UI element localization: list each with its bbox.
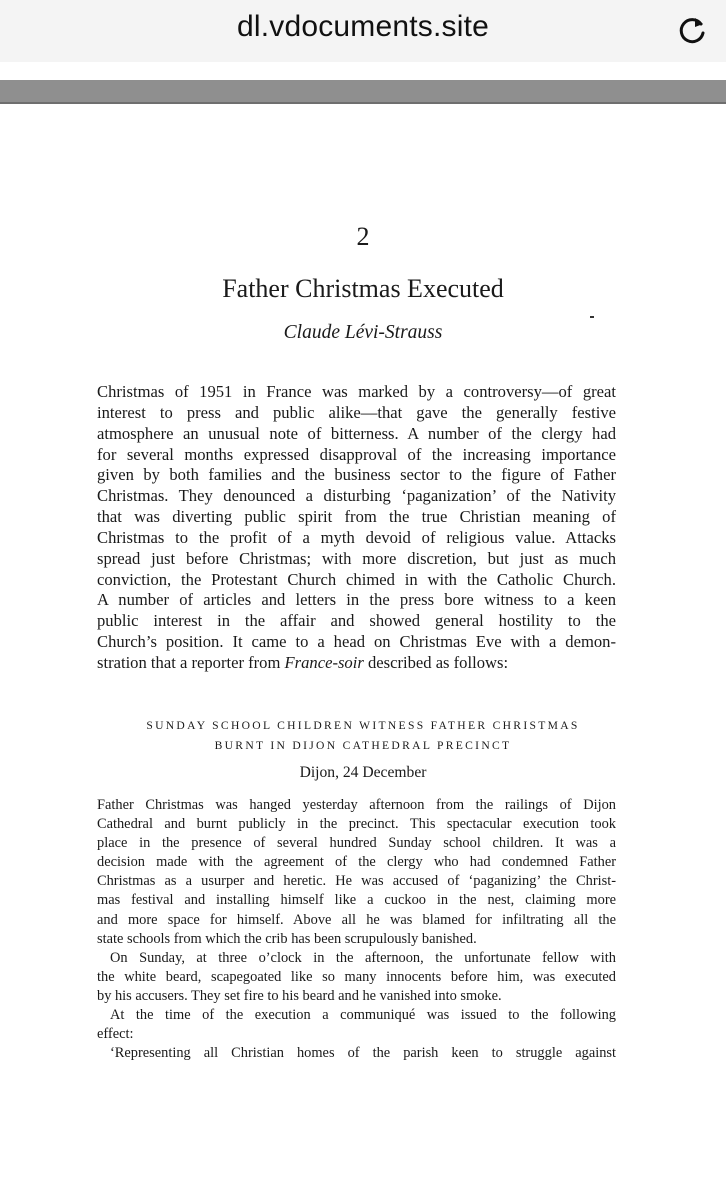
newspaper-name: France-soir	[284, 652, 364, 672]
author-name: Claude Lévi-Strauss	[283, 322, 443, 343]
quote-line: the white beard, scapegoated like so many innocents before him, was executed	[97, 968, 616, 985]
text-line: Christmas of 1951 in France was marked by a controversy—of great	[97, 382, 616, 401]
url-text[interactable]: dl.vdocuments.site	[236, 10, 490, 43]
dateline: Dijon, 24 December	[299, 764, 427, 781]
text-line: Christmas. They denounced a disturbing ‘paganization’ of the Nativity	[97, 486, 616, 506]
text-line: that was diverting public spirit from the true Christian meaning of	[97, 507, 616, 527]
text-run: described as follows:	[363, 652, 509, 672]
quote-line: Father Christmas was hanged yesterday afternoon from the railings of Dijon	[97, 797, 616, 813]
quote-line: and more space for himself. Above all he was blamed for infiltrating all the	[97, 911, 616, 928]
viewer-toolbar-strip	[0, 80, 726, 104]
quote-line: ‘Representing all Christian homes of the parish keen to struggle against	[110, 1045, 616, 1062]
quote-line: Christmas as a usurper and heretic. He was accused of ‘paganizing’ the Christ-	[97, 873, 616, 890]
text-line: conviction, the Protestant Church chimed in with the Catholic Church.	[97, 569, 616, 589]
text-run: stration that a reporter from	[97, 652, 285, 672]
text-line: Christmas to the profit of a myth devoid of religious value. Attacks	[97, 527, 616, 547]
document-page	[0, 104, 726, 1200]
stray-mark	[590, 316, 594, 318]
text-line: for several months expressed disapproval of the increasing importance	[97, 444, 616, 464]
quote-line: effect:	[97, 1026, 134, 1043]
text-line: atmosphere an unusual note of bitterness. A number of the clergy had	[97, 423, 616, 443]
text-line: A number of articles and letters in the press bore witness to a keen	[97, 590, 616, 610]
quote-line: On Sunday, at three o’clock in the afternoon, the unfortunate fellow with	[110, 949, 616, 966]
text-line: spread just before Christmas; with more discretion, but just as much	[97, 548, 616, 568]
quoted-article	[97, 796, 616, 1063]
text-line: public interest in the affair and showed general hostility to the	[97, 611, 616, 631]
reload-icon[interactable]	[676, 14, 708, 46]
quote-line: place in the presence of several hundred Sunday school children. It was a	[97, 835, 616, 852]
chapter-number: 2	[356, 222, 370, 251]
quote-line: At the time of the execution a communiqué was issued to the following	[110, 1007, 616, 1024]
quote-line: mas festival and installing himself like a cuckoo in the nest, claiming more	[97, 892, 616, 909]
quote-line: Cathedral and burnt publicly in the precinct. This spectacular execution took	[97, 816, 616, 833]
text-line: given by both families and the business sector to the figure of Father	[97, 465, 616, 485]
text-line: Church’s position. It came to a head on Christmas Eve with a demon-	[97, 632, 616, 652]
browser-address-bar	[0, 0, 726, 62]
headline-line-2: BURNT IN DIJON CATHEDRAL PRECINCT	[214, 739, 512, 752]
quote-line: decision made with the agreement of the clergy who had condemned Father	[97, 854, 616, 871]
quote-line: by his accusers. They set fire to his beard and he vanished into smoke.	[97, 987, 502, 1004]
newspaper-headline	[0, 716, 726, 756]
chapter-title: Father Christmas Executed	[222, 274, 504, 303]
quote-line: state schools from which the crib has been scrupulously banished.	[97, 930, 477, 947]
text-line: interest to press and public alike—that gave the generally festive	[97, 402, 616, 422]
intro-paragraph	[97, 382, 616, 674]
headline-line-1: SUNDAY SCHOOL CHILDREN WITNESS FATHER CHRISTMAS	[146, 719, 580, 732]
text-line-last	[97, 653, 616, 674]
